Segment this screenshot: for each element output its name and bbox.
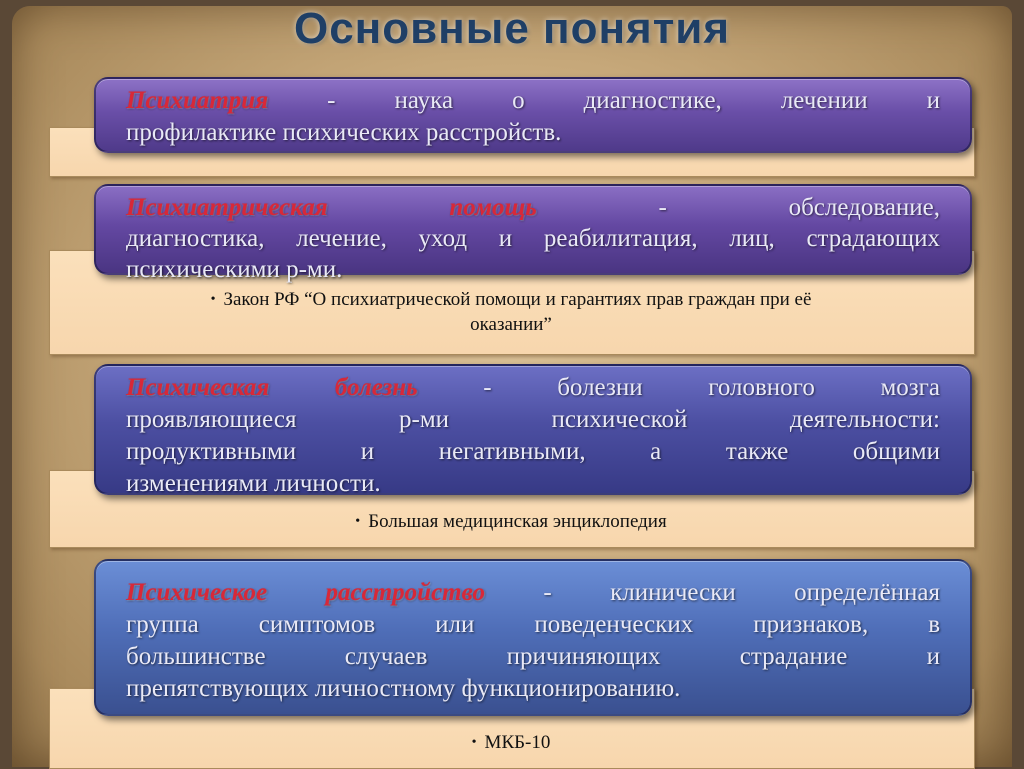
source-note-law: • Закон РФ “О психиатрической помощи и гарантиях прав граждан при её оказании” [210, 289, 812, 335]
definition-text: большинстве случаев причиняющих страдание и [126, 643, 940, 670]
definition-text: препятствующих личностному функционированию. [126, 675, 681, 702]
definition-text: проявляющиеся р-ми психической деятельности: [126, 406, 940, 433]
definition-text: психическими р-ми. [126, 256, 343, 283]
source-text: Закон РФ “О психиатрической помощи и гарантиях прав граждан при её [223, 289, 812, 310]
term-psychiatric-help: Психиатрическая помощь [126, 194, 537, 221]
source-text: Большая медицинская энциклопедия [368, 511, 667, 532]
source-text: МКБ-10 [484, 732, 551, 753]
definition-box-mental-disorder: Психическое расстройство - клинически определённая группа симптомов или поведенческих признаков, в большинстве случаев причиняющих страдание и препятствующих личностному функционированию. [94, 559, 972, 716]
definition-box-mental-illness: Психическая болезнь - болезни головного мозга проявляющиеся р-ми психической деятельности: продуктивными и негативными, а также общими изменениями личности. [94, 364, 972, 495]
definition-text: обследование, [788, 194, 941, 221]
definition-text: профилактике психических расстройств. [126, 119, 562, 146]
source-note-icd: • МКБ-10 [471, 732, 551, 753]
definition-text: клинически определённая [610, 579, 941, 606]
definition-box-psychiatric-help: Психиатрическая помощь - обследование, диагностика, лечение, уход и реабилитация, лиц, страдающих психическими р-ми. [94, 184, 972, 275]
slide-title: Основные понятия [293, 4, 731, 53]
source-note-encyclopedia: • Большая медицинская энциклопедия [355, 511, 667, 532]
definition-box-psychiatry: Психиатрия - наука о диагностике, лечении и профилактике психических расстройств. [94, 77, 972, 153]
definition-text: изменениями личности. [126, 470, 381, 497]
definition-text: болезни головного мозга [557, 374, 940, 401]
term-mental-illness: Психическая болезнь [126, 374, 418, 401]
term-psychiatry: Психиатрия [126, 87, 269, 114]
definition-text: группа симптомов или поведенческих признаков, в [126, 611, 940, 638]
definition-text: диагностика, лечение, уход и реабилитация, лиц, страдающих [126, 225, 940, 252]
source-text: оказании” [470, 314, 552, 335]
term-mental-disorder: Психическое расстройство [126, 579, 485, 606]
definition-text: продуктивными и негативными, а также общими [126, 438, 940, 465]
definition-text: наука о диагностике, лечении и [394, 87, 940, 114]
